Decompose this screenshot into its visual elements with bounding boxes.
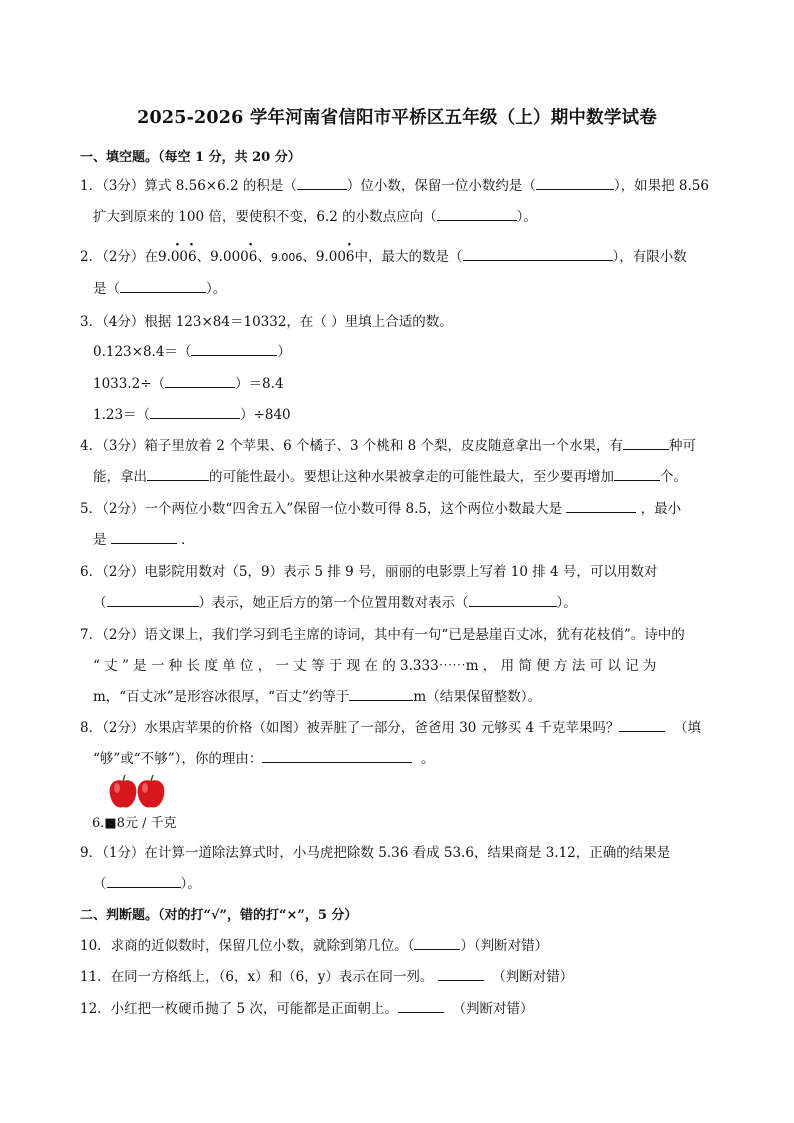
q8-line1 xyxy=(80,716,701,736)
q8-line2 xyxy=(93,747,434,767)
q2-line1 xyxy=(80,237,687,265)
q8-text-a: 8．（2分）水果店苹果的价格（如图）被弄脏了一部分，爸爸用 30 元够买 4 千克苹果吗？ xyxy=(80,720,620,736)
q6-line1: 6．（2分）电影院用数对（5，9）表示 5 排 9 号，丽丽的电影票上写着 10 排 4 号，可以用数对 xyxy=(80,564,658,580)
q6-text-c: ）表示，她正后方的第一个位置用数对表示（ xyxy=(198,595,469,611)
q9-line2 xyxy=(93,872,201,892)
q3-sub2-text-b: ）＝8.4 xyxy=(235,376,284,392)
q3-sub3 xyxy=(93,403,291,423)
q5-line2 xyxy=(93,528,195,548)
q2-number-1: · · 9.006 xyxy=(157,237,197,265)
q2-separator: 、 xyxy=(257,249,271,265)
section-fill-in: 一、填空题。（每空 1 分，共 20 分） xyxy=(80,150,301,165)
exam-title: 2025-2026 学年河南省信阳市平桥区五年级（上）期中数学试卷 xyxy=(137,108,657,128)
q3-blank-3[interactable] xyxy=(150,406,240,419)
q8-blank-1[interactable] xyxy=(619,719,665,732)
q2-text-d: 是（ xyxy=(93,281,120,297)
q3-sub1 xyxy=(93,340,291,360)
q4-text-d: 的可能性最小。要想让这种水果被拿走的可能性最大，至少要再增加 xyxy=(209,469,614,485)
q5-text-d: ． xyxy=(181,532,195,548)
q6-line2 xyxy=(93,591,577,611)
apple-price-label: 6.■8元 / 千克 xyxy=(92,816,177,831)
q10-text-a: 10．求商的近似数时，保留几位小数，就除到第几位。（ xyxy=(80,938,415,954)
q4-text-e: 个。 xyxy=(660,469,687,485)
q1-line1 xyxy=(80,174,709,194)
q10-text-b: ）（判断对错） xyxy=(460,938,549,954)
apple-icon xyxy=(138,775,165,808)
q3-sub1-text-b: ） xyxy=(277,344,291,360)
repeating-dot-icon: · xyxy=(346,237,352,253)
repeating-dot-icon: · xyxy=(248,237,253,253)
q3-sub3-text-a: 1.23＝（ xyxy=(93,407,151,423)
q9-blank-1[interactable] xyxy=(107,875,181,888)
q5-line1 xyxy=(80,497,681,517)
q8-text-b: （填 xyxy=(673,720,701,736)
q3-sub3-text-b: ）÷840 xyxy=(240,407,291,423)
q2-separator: 、 xyxy=(196,249,211,265)
q1-line2 xyxy=(93,205,537,225)
q1-text-c: ），如果把 8.56 xyxy=(613,178,709,194)
q5-blank-2[interactable] xyxy=(111,531,177,544)
q4-text-b: 种可 xyxy=(669,438,697,454)
q2-number-2: · 9.0006 xyxy=(210,237,258,265)
q4-blank-3[interactable] xyxy=(614,468,660,481)
q3-sub2-text-a: 1033.2÷（ xyxy=(93,376,166,392)
q3-blank-2[interactable] xyxy=(165,375,235,388)
q2-text-e: ）。 xyxy=(206,281,227,297)
q4-line2 xyxy=(93,465,687,485)
q8-text-d: 。 xyxy=(420,751,435,767)
q12-text-a: 12．小红把一枚硬币抛了 5 次，可能都是正面朝上。 xyxy=(80,1001,398,1017)
q4-text-a: 4．（3分）箱子里放着 2 个苹果、6 个橘子、3 个桃和 8 个梨，皮皮随意拿出一个水果，有 xyxy=(80,438,624,454)
q2-text-b: 中，最大的数是（ xyxy=(354,249,463,265)
q6-blank-1[interactable] xyxy=(107,594,199,607)
q3-sub1-text-a: 0.123×8.4＝（ xyxy=(93,344,192,360)
q2-number-3: 9.006 xyxy=(270,251,303,264)
q1-text-e: ）。 xyxy=(516,209,537,225)
q1-text-a: 1．（3分）算式 8.56×6.2 的积是（ xyxy=(80,178,297,194)
q1-blank-3[interactable] xyxy=(437,208,517,221)
repeating-dot-icon: · xyxy=(188,237,194,253)
q10-blank[interactable] xyxy=(414,937,460,950)
q5-text-c: 是 xyxy=(93,532,107,548)
q7-line3 xyxy=(93,685,541,705)
q8-text-c: “够”或“不够”），你的理由： xyxy=(93,751,263,767)
q4-text-c: 能，拿出 xyxy=(93,469,147,485)
q9-text-c: ）。 xyxy=(180,876,201,892)
q2-separator: 、 xyxy=(302,249,316,265)
q12-blank[interactable] xyxy=(398,1000,444,1013)
q2-number-4: · 9.006 xyxy=(315,237,355,265)
q1-text-b: ）位小数，保留一位小数约是（ xyxy=(346,178,536,194)
q12-line xyxy=(80,997,533,1017)
q8-blank-2[interactable] xyxy=(262,750,412,763)
q11-text-b: （判断对错） xyxy=(492,969,574,985)
q7-text-d: m（结果保留整数）。 xyxy=(413,689,541,705)
q10-line xyxy=(80,934,548,954)
q9-line1: 9．（1分）在计算一道除法算式时，小马虎把除数 5.36 看成 53.6，结果商是 3.12，正确的结果是 xyxy=(80,845,671,861)
q1-blank-1[interactable] xyxy=(297,177,347,190)
q2-blank-2[interactable] xyxy=(120,280,206,293)
q7-line2: “ 丈 ” 是 一 种 长 度 单 位 ， 一 丈 等 于 现 在 的 3.333⋯⋯m ， 用 简 便 方 法 可 以 记 为 xyxy=(93,658,657,674)
q4-blank-1[interactable] xyxy=(623,437,669,450)
apples-image xyxy=(108,775,168,811)
q11-line xyxy=(80,965,573,985)
q3-sub2 xyxy=(93,372,284,392)
q7-text-c: m，“百丈冰”是形容冰很厚，“百丈”约等于 xyxy=(93,689,350,705)
q5-blank-1[interactable] xyxy=(566,500,636,513)
q2-text-a: 2．（2分）在 xyxy=(80,249,158,265)
q2-text-c: ），有限小数 xyxy=(612,249,687,265)
q4-blank-2[interactable] xyxy=(147,468,209,481)
q1-text-d: 扩大到原来的 100 倍，要使积不变，6.2 的小数点应向（ xyxy=(93,209,437,225)
q7-line1: 7．（2分）语文课上，我们学习到毛主席的诗词，其中有一句“已是悬崖百丈冰，犹有花枝俏”。诗中的 xyxy=(80,627,685,643)
q3-blank-1[interactable] xyxy=(191,343,277,356)
q3-line1: 3．（4分）根据 123×84＝10332，在（ ）里填上合适的数。 xyxy=(80,314,453,330)
q6-text-d: ）。 xyxy=(556,595,577,611)
apple-icon xyxy=(110,775,137,808)
q4-line1 xyxy=(80,434,696,454)
q12-text-b: （判断对错） xyxy=(452,1001,534,1017)
q6-text-b: （ xyxy=(93,595,107,611)
q2-blank-1[interactable] xyxy=(463,248,613,261)
q1-blank-2[interactable] xyxy=(536,177,614,190)
q11-blank[interactable] xyxy=(438,968,484,981)
q11-text-a: 11．在同一方格纸上，（6，x）和（6，y）表示在同一列。 xyxy=(80,969,434,985)
q2-line2 xyxy=(93,277,226,297)
q6-blank-2[interactable] xyxy=(469,594,557,607)
q5-text-b: ，最小 xyxy=(640,501,682,517)
q9-text-b: （ xyxy=(93,876,107,892)
section-true-false: 二、判断题。（对的打“√”，错的打“×”，5 分） xyxy=(80,908,358,923)
q5-text-a: 5．（2分）一个两位小数“四舍五入”保留一位小数可得 8.5，这个两位小数最大是 xyxy=(80,501,562,517)
q7-blank-1[interactable] xyxy=(349,688,413,701)
repeating-dot-icon: · xyxy=(174,237,180,253)
